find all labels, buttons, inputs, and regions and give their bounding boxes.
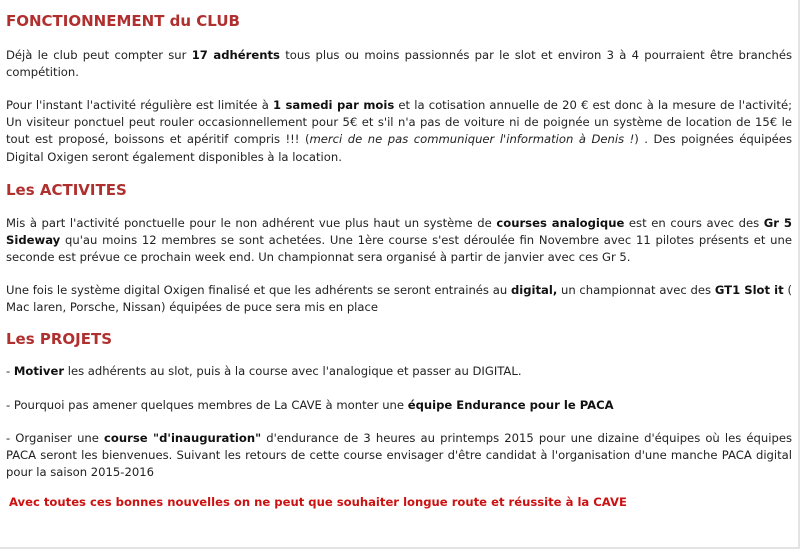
heading-fonctionnement: FONCTIONNEMENT du CLUB [6, 12, 240, 30]
heading-activites: Les ACTIVITES [6, 181, 127, 199]
paragraph-activites-2: Une fois le système digital Oxigen finalisé et que les adhérents se seront entrainés au digital, un championnat avec des GT1 Slot it ( Mac laren, Porsche, Nissan) équipées de puce sera mis en place [6, 283, 792, 315]
closing-message: Avec toutes ces bonnes nouvelles on ne peut que souhaiter longue route et réussite à la CAVE [9, 495, 627, 509]
paragraph-projets-2: - Pourquoi pas amener quelques membres de La CAVE à monter une équipe Endurance pour le PACA [6, 398, 614, 412]
paragraph-activites-1: Mis à part l'activité ponctuelle pour le non adhérent vue plus haut un système de courses analogique est en cours avec des Gr 5 Sideway qu'au moins 12 membres se sont achetées. Une 1ère course s'est déroulée fin Novembre avec 11 pilotes présents et une seconde est prévue ce prochain week end. Un championnat sera organisé à partir de janvier avec ces Gr 5. [6, 216, 792, 265]
paragraph-projets-3: - Organiser une course "d'inauguration" d'endurance de 3 heures au printemps 2015 pour une dizaine d'équipes où les équipes PACA seront les bienvenues. Suivant les retours de cette course envisager d'être candidat à l'organisation d'une manche PACA digital pour la saison 2015-2016 [6, 431, 792, 480]
heading-projets: Les PROJETS [6, 330, 113, 348]
paragraph-projets-1: - Motiver les adhérents au slot, puis à la course avec l'analogique et passer au DIGITAL. [6, 364, 522, 378]
paragraph-fonctionnement-1: Déjà le club peut compter sur 17 adhérents tous plus ou moins passionnés par le slot et environ 3 à 4 pourraient être branchés compétition. [6, 48, 793, 80]
paragraph-fonctionnement-2: Pour l'instant l'activité régulière est limitée à 1 samedi par mois et la cotisation annuelle de 20 € est donc à la mesure de l'activité; Un visiteur ponctuel peut rouler occasionnellement pour 5€ et s'il n'a pas de voiture ni de poignée un système de location de 15€ le tout est proposé, boissons et apéritif compris !!! (merci de ne pas communiquer l'information à Denis !) . Des poignées équipées Digital Oxigen seront également disponibles à la location. [6, 98, 792, 164]
